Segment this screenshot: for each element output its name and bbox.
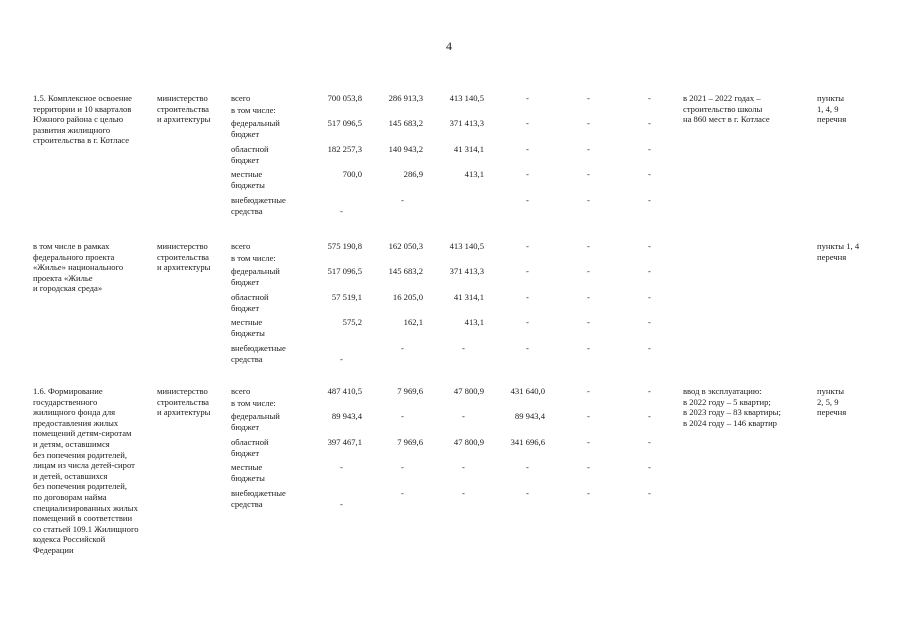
executor: министерство строительства и архитектуры	[157, 241, 211, 273]
value-cell: 700 053,8	[327, 93, 362, 103]
value-cell: 371 413,3	[449, 266, 484, 276]
value-cell: -	[648, 386, 651, 396]
source-label: внебюджетные средства	[231, 488, 286, 509]
value-cell: 162 050,3	[388, 241, 423, 251]
value-cell: -	[526, 292, 529, 302]
source-label: местные бюджеты	[231, 317, 265, 338]
value-cell: 89 943,4	[514, 411, 545, 421]
value-cell: -	[648, 488, 651, 498]
value-cell: 47 800,9	[453, 386, 484, 396]
value-cell: -	[587, 144, 590, 154]
value-cell: 371 413,3	[449, 118, 484, 128]
executor: министерство строительства и архитектуры	[157, 93, 211, 125]
value-cell: 47 800,9	[453, 437, 484, 447]
value-cell: -	[648, 195, 651, 205]
value-cell: -	[648, 292, 651, 302]
value-cell: -	[648, 343, 651, 353]
value-cell: -	[401, 462, 404, 472]
source-label: местные бюджеты	[231, 462, 265, 483]
value-cell: 431 640,0	[510, 386, 545, 396]
value-cell: -	[587, 411, 590, 421]
value-cell: 575 190,8	[327, 241, 362, 251]
including-label: в том числе:	[231, 253, 276, 263]
value-cell: -	[526, 488, 529, 498]
value-cell: 286 913,3	[388, 93, 423, 103]
value-cell: 517 096,5	[327, 266, 362, 276]
value-cell: -	[587, 437, 590, 447]
value-cell: -	[526, 144, 529, 154]
value-cell: -	[587, 488, 590, 498]
source-label: федеральный бюджет	[231, 266, 280, 287]
value-cell: 700,0	[342, 169, 362, 179]
value-cell: -	[526, 266, 529, 276]
value-cell: -	[526, 343, 529, 353]
value-cell: 16 205,0	[392, 292, 423, 302]
expected-result: ввод в эксплуатацию: в 2022 году – 5 квартир; в 2023 году – 83 квартиры; в 2024 году – 146 квартир	[683, 386, 781, 428]
source-label: областной бюджет	[231, 292, 269, 313]
activity-name: 1.6. Формирование государственного жилищного фонда для предоставления жилых помещений детям-сиротам и детям, оставшимся без попечения родителей, лицам из числа детей-сирот и детей, оставшихся без попечения родителей, по договорам найма специализированных жилых помещений в соответствии со статьей 109.1 Жилищного кодекса Российской Федерации	[33, 386, 139, 555]
value-cell: 140 943,2	[388, 144, 423, 154]
value-cell: -	[526, 169, 529, 179]
value-cell: -	[648, 169, 651, 179]
value-cell: 182 257,3	[327, 144, 362, 154]
value-cell: -	[401, 411, 404, 421]
expected-result: в 2021 – 2022 годах – строительство школы на 860 мест в г. Котласе	[683, 93, 770, 125]
value-cell: -	[587, 462, 590, 472]
value-cell: 7 969,6	[397, 437, 423, 447]
value-cell: -	[526, 241, 529, 251]
activity-name: в том числе в рамках федерального проекта «Жилье» национального проекта «Жилье и городская среда»	[33, 241, 124, 294]
value-cell: -	[587, 195, 590, 205]
value-cell: -	[526, 317, 529, 327]
value-cell: -	[648, 411, 651, 421]
source-total-label: всего	[231, 386, 251, 396]
value-cell: 575,2	[342, 317, 362, 327]
value-cell: -	[462, 411, 465, 421]
value-cell: 413 140,5	[449, 241, 484, 251]
value-cell: 145 683,2	[388, 266, 423, 276]
value-cell: 413,1	[464, 317, 484, 327]
value-cell: 286,9	[403, 169, 423, 179]
value-cell: -	[526, 195, 529, 205]
value-cell: 89 943,4	[331, 411, 362, 421]
source-label: внебюджетные средства	[231, 343, 286, 364]
value-cell: -	[648, 241, 651, 251]
value-cell: 487 410,5	[327, 386, 362, 396]
value-cell: -	[526, 462, 529, 472]
source-label: федеральный бюджет	[231, 411, 280, 432]
value-cell: -	[462, 343, 465, 353]
value-cell: 57 519,1	[331, 292, 362, 302]
value-cell: -	[401, 195, 404, 205]
value-cell: 145 683,2	[388, 118, 423, 128]
list-points: пункты 1, 4, 9 перечня	[817, 93, 847, 125]
value-cell: -	[340, 206, 343, 216]
value-cell: -	[462, 462, 465, 472]
source-label: федеральный бюджет	[231, 118, 280, 139]
value-cell: -	[648, 266, 651, 276]
value-cell: -	[648, 317, 651, 327]
value-cell: -	[648, 118, 651, 128]
value-cell: -	[340, 499, 343, 509]
list-points: пункты 2, 5, 9 перечня	[817, 386, 847, 418]
value-cell: 341 696,6	[510, 437, 545, 447]
value-cell: -	[340, 354, 343, 364]
value-cell: -	[587, 292, 590, 302]
value-cell: -	[587, 241, 590, 251]
value-cell: 397 467,1	[327, 437, 362, 447]
activity-name: 1.5. Комплексное освоение территории и 10 кварталов Южного района с целью развития жилищного строительства в г. Котласе	[33, 93, 132, 146]
including-label: в том числе:	[231, 105, 276, 115]
page-number: 4	[446, 39, 452, 53]
source-label: внебюджетные средства	[231, 195, 286, 216]
value-cell: -	[587, 118, 590, 128]
source-total-label: всего	[231, 93, 251, 103]
value-cell: -	[587, 93, 590, 103]
value-cell: -	[526, 93, 529, 103]
value-cell: -	[462, 488, 465, 498]
source-label: областной бюджет	[231, 437, 269, 458]
list-points: пункты 1, 4 перечня	[817, 241, 860, 262]
source-total-label: всего	[231, 241, 251, 251]
value-cell: 7 969,6	[397, 386, 423, 396]
value-cell: 41 314,1	[453, 144, 484, 154]
value-cell: -	[648, 437, 651, 447]
value-cell: 41 314,1	[453, 292, 484, 302]
value-cell: 413 140,5	[449, 93, 484, 103]
value-cell: -	[401, 343, 404, 353]
value-cell: -	[587, 169, 590, 179]
value-cell: -	[648, 462, 651, 472]
value-cell: -	[648, 144, 651, 154]
value-cell: -	[340, 462, 343, 472]
value-cell: -	[648, 93, 651, 103]
value-cell: 517 096,5	[327, 118, 362, 128]
value-cell: -	[526, 118, 529, 128]
value-cell: 162,1	[403, 317, 423, 327]
value-cell: -	[587, 386, 590, 396]
including-label: в том числе:	[231, 398, 276, 408]
value-cell: 413,1	[464, 169, 484, 179]
value-cell: -	[587, 343, 590, 353]
value-cell: -	[401, 488, 404, 498]
source-label: местные бюджеты	[231, 169, 265, 190]
value-cell: -	[587, 317, 590, 327]
source-label: областной бюджет	[231, 144, 269, 165]
executor: министерство строительства и архитектуры	[157, 386, 211, 418]
value-cell: -	[587, 266, 590, 276]
